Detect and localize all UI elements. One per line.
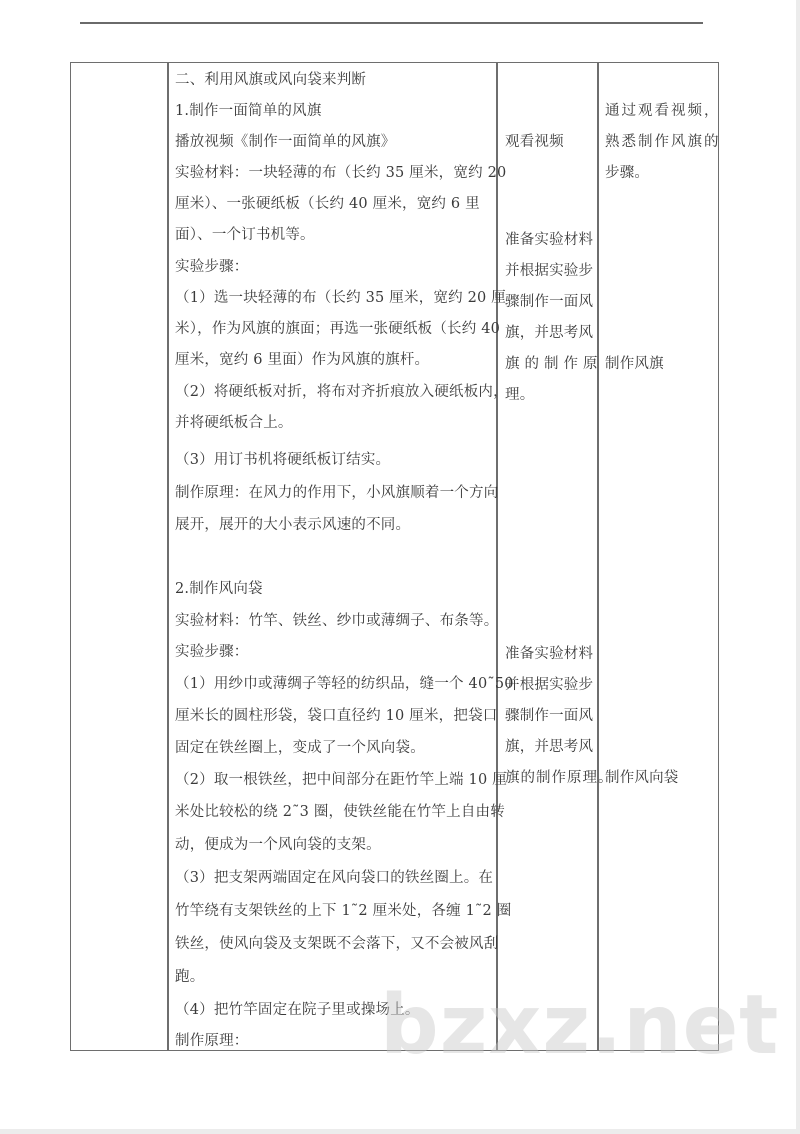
step-line: （2）将硬纸板对折，将布对齐折痕放入硬纸板内， — [175, 384, 508, 400]
step-line: （3）把支架两端固定在风向袋口的铁丝圈上。在 — [175, 870, 494, 886]
purpose-line: 步骤。 — [605, 165, 650, 181]
principle-label: 制作原理： — [175, 1033, 249, 1049]
activity-line: 旗，并思考风 — [505, 325, 594, 341]
step-line: 跑。 — [175, 969, 205, 985]
materials-line: 厘米）、一张硬纸板（长约 40 厘米，宽约 6 里 — [175, 196, 480, 212]
subsection-title-windsock: 2.制作风向袋 — [175, 581, 263, 597]
page-bottom-shadow — [0, 1129, 800, 1134]
purpose-line: 熟悉制作风旗的 — [605, 134, 721, 150]
step-line: 厘米长的圆柱形袋，袋口直径约 10 厘米，把袋口 — [175, 708, 498, 724]
activity-line: 旗的制作原 — [505, 356, 603, 372]
activity-make-flag: 制作风旗 — [605, 356, 664, 372]
step-line: （4）把竹竿固定在院子里或操场上。 — [175, 1002, 420, 1018]
materials-line: 实验材料：竹竿、铁丝、纱巾或薄绸子、布条等。 — [175, 613, 499, 629]
activity-watch-video: 观看视频 — [505, 134, 564, 150]
step-line: 固定在铁丝圈上，变成了一个风向袋。 — [175, 740, 425, 756]
activity-line: 准备实验材料 — [505, 232, 594, 248]
step-line: （1）用纱巾或薄绸子等轻的纺织品，缝一个 40˜50 — [175, 676, 514, 692]
subsection-title-flag: 1.制作一面简单的风旗 — [175, 103, 322, 119]
step-line: 动，便成为一个风向袋的支架。 — [175, 837, 381, 853]
page-edge-shadow — [796, 0, 800, 1134]
principle-line: 展开，展开的大小表示风速的不同。 — [175, 517, 411, 533]
materials-line: 面）、一个订书机等。 — [175, 227, 315, 243]
step-line: 竹竿绕有支架铁丝的上下 1˜2 厘米处，各缠 1˜2 圈 — [175, 903, 512, 919]
step-line: 铁丝，使风向袋及支架既不会落下，又不会被风刮 — [175, 936, 499, 952]
video-line: 播放视频《制作一面简单的风旗》 — [175, 134, 396, 150]
activity-line: 骤制作一面风 — [505, 294, 594, 310]
activity-line: 理。 — [505, 387, 535, 403]
activity-line: 准备实验材料 — [505, 646, 594, 662]
activity-line: 并根据实验步 — [505, 677, 594, 693]
activity-make-windsock: 制作风向袋 — [605, 770, 679, 786]
purpose-line: 通过观看视频， — [605, 103, 721, 119]
step-line: 米），作为风旗的旗面；再选一张硬纸板（长约 40 — [175, 321, 501, 337]
principle-line: 制作原理：在风力的作用下，小风旗顺着一个方向 — [175, 485, 499, 501]
step-line: 并将硬纸板合上。 — [175, 415, 293, 431]
step-line: 米处比较松的绕 2˜3 圈，使铁丝能在竹竿上自由转 — [175, 804, 505, 820]
activity-line: 旗，并思考风 — [505, 739, 594, 755]
steps-label: 实验步骤： — [175, 644, 249, 660]
column-divider-1 — [167, 62, 169, 1051]
materials-line: 实验材料：一块轻薄的布（长约 35 厘米，宽约 20 — [175, 165, 507, 181]
steps-label: 实验步骤： — [175, 259, 249, 275]
watermark: bzxz.net — [380, 978, 780, 1073]
header-rule — [80, 22, 703, 24]
activity-line: 骤制作一面风 — [505, 708, 594, 724]
step-line: （3）用订书机将硬纸板订结实。 — [175, 452, 391, 468]
column-divider-3 — [597, 62, 599, 1051]
step-line: 厘米，宽约 6 里面）作为风旗的旗杆。 — [175, 352, 430, 368]
step-line: （1）选一块轻薄的布（长约 35 厘米，宽约 20 厘 — [175, 290, 506, 306]
activity-line: 旗的制作原理。 — [505, 770, 614, 786]
activity-line: 并根据实验步 — [505, 263, 594, 279]
step-line: （2）取一根铁丝，把中间部分在距竹竿上端 10 厘 — [175, 772, 507, 788]
section-heading: 二、利用风旗或风向袋来判断 — [175, 72, 367, 88]
